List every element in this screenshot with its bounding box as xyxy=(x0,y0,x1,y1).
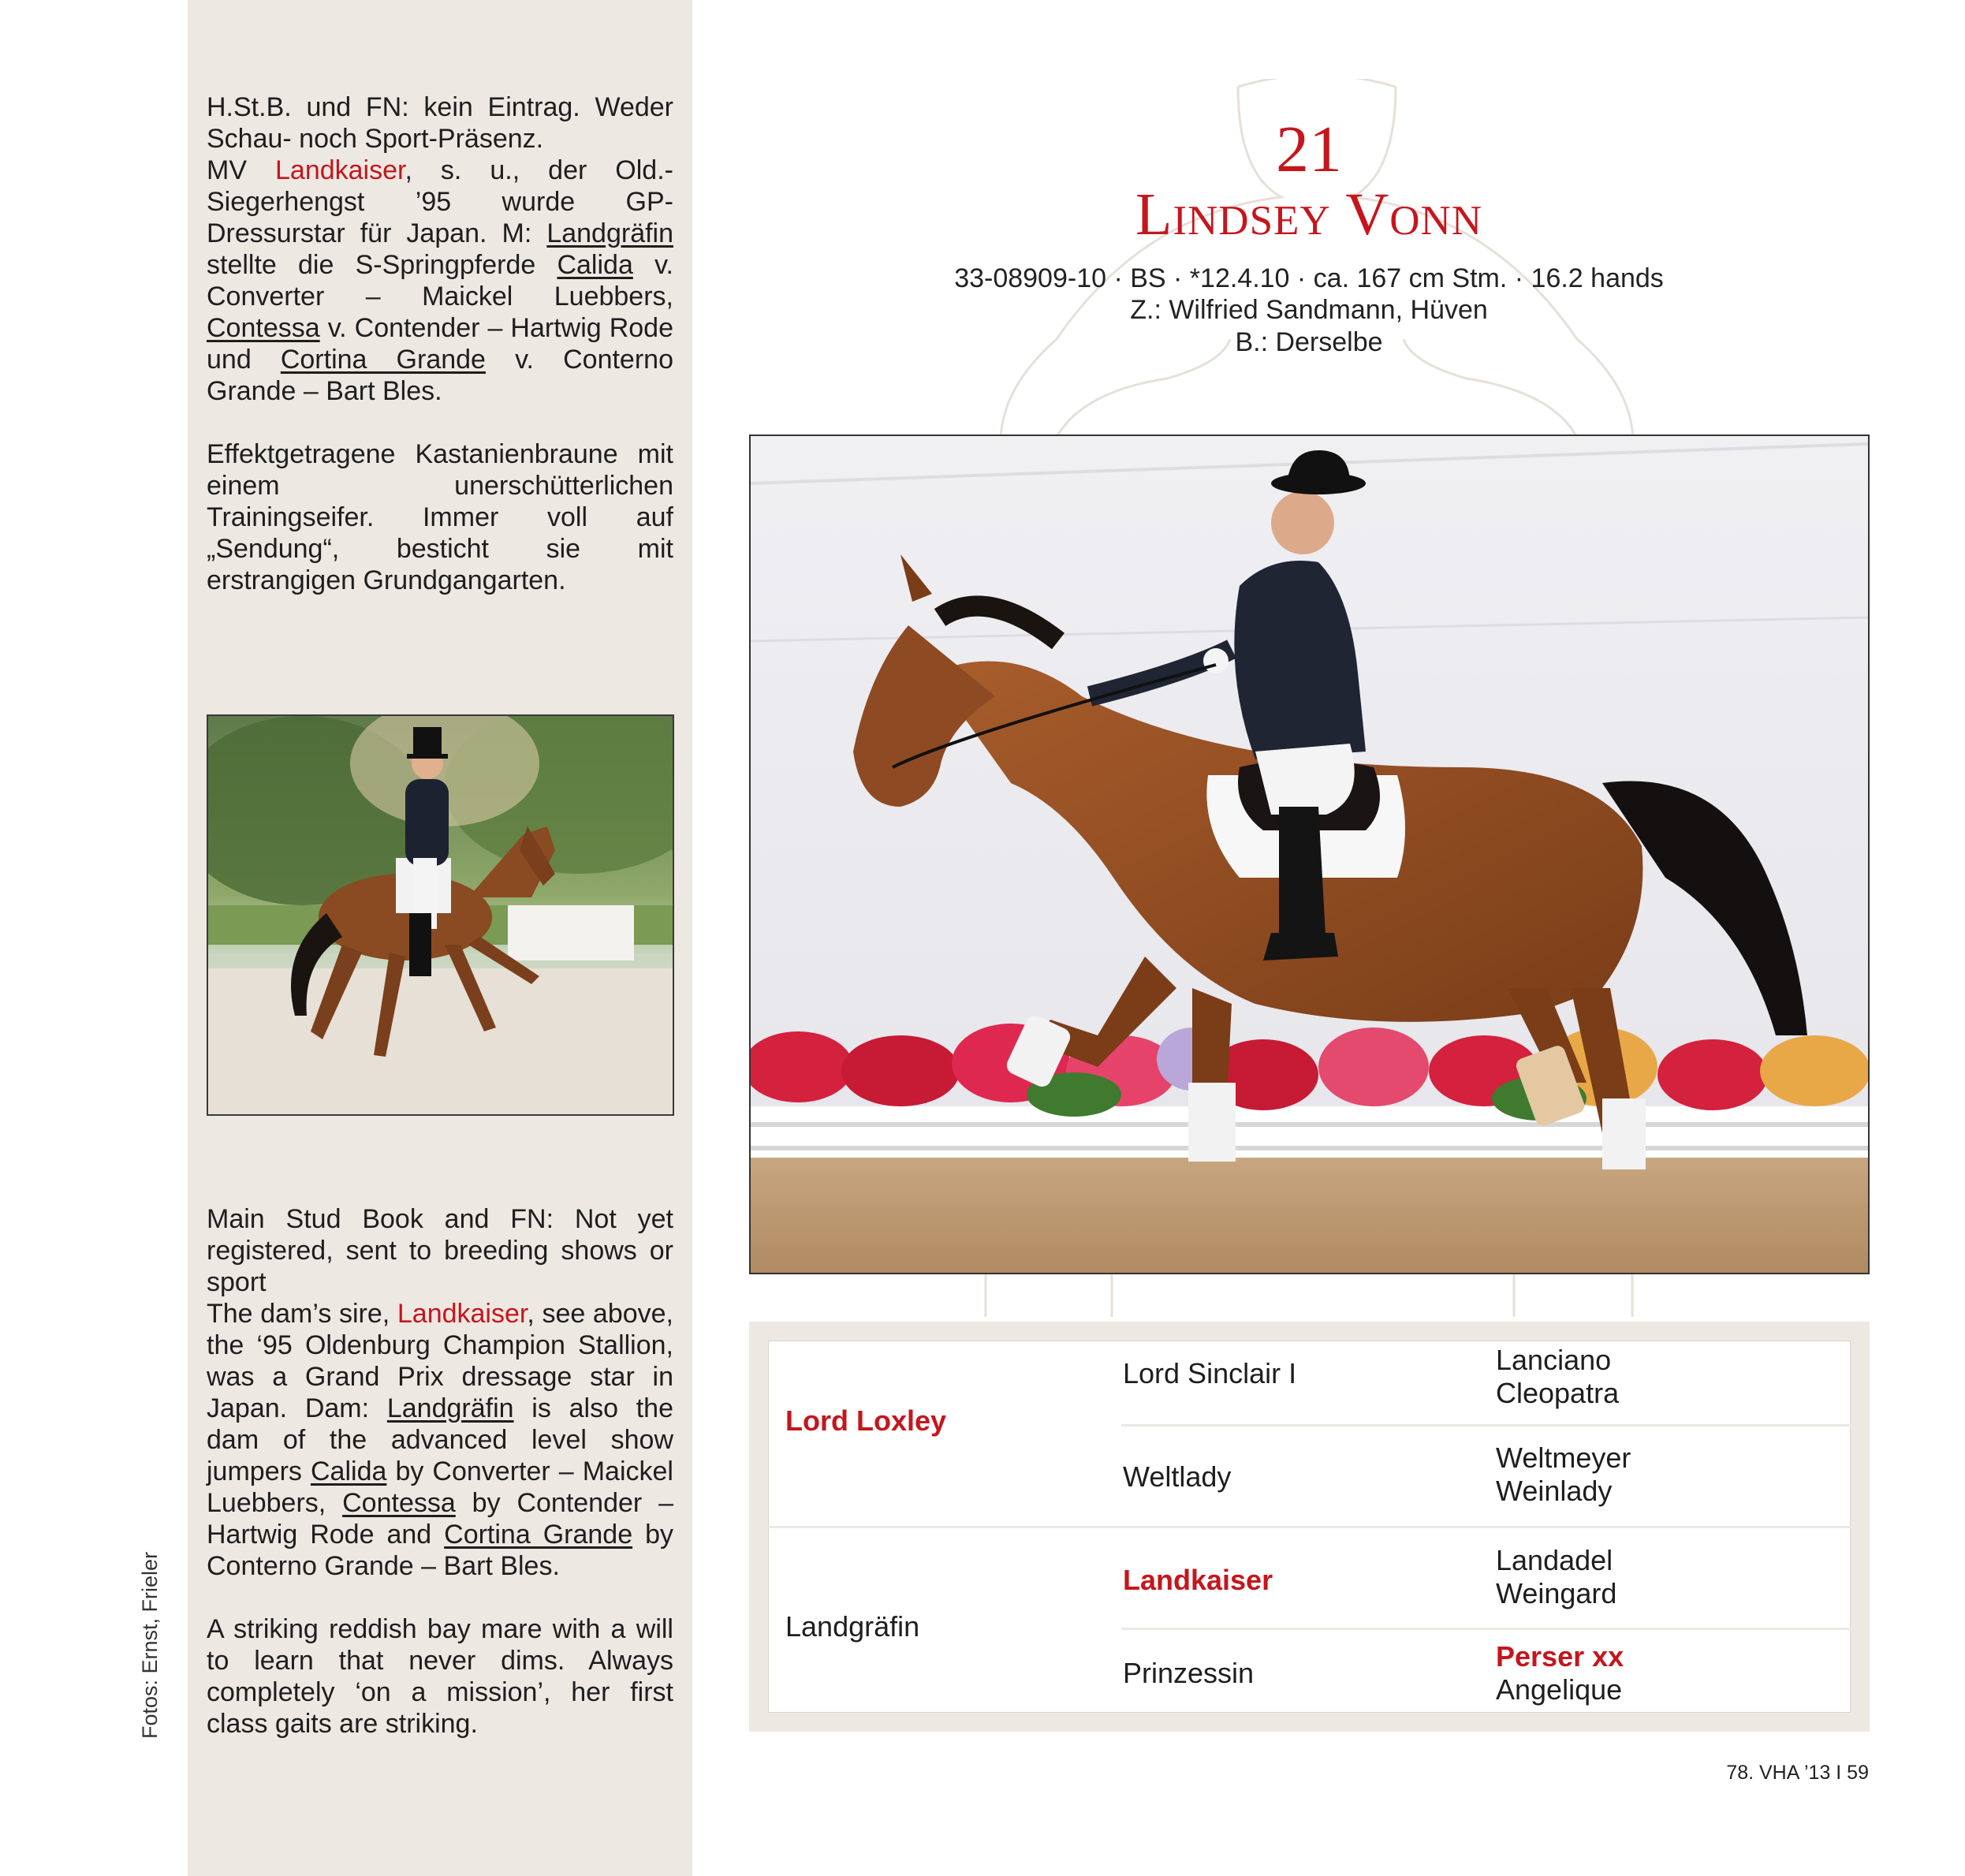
lot-number: 21 xyxy=(1276,113,1342,186)
pedigree-dss: Landadel xyxy=(1496,1544,1613,1576)
link-landkaiser: Landkaiser xyxy=(275,155,405,185)
offspring-calida: Calida xyxy=(557,250,633,280)
horse-name: Lindsey Vonn xyxy=(1135,181,1483,248)
owner: B.: Derselbe xyxy=(1235,327,1383,357)
pedigree-sire: Lord Loxley xyxy=(785,1404,947,1437)
small-photo-outdoor-dressage xyxy=(207,714,674,1116)
pedigree-ddd: Angelique xyxy=(1496,1673,1623,1706)
english-p2: A striking reddish bay mare with a will to learn that never dims. Always completely ‘on a mission’, her first class gaits are striking. xyxy=(207,1614,673,1739)
offspring-contessa: Contessa xyxy=(207,313,320,343)
horse-details: 33-08909-10 · BS · *12.4.10 · ca. 167 cm Stm. · 16.2 hands xyxy=(954,263,1664,293)
pedigree-sdd: Weinlady xyxy=(1496,1475,1613,1507)
german-description: H.St.B. und FN: kein Eintrag. Weder Schau- noch Sport-Präsenz. MV Landkaiser, s. u., der Old.-Siegerhengst ’95 wurde GP-Dressurstar für Japan. M: Landgräfin stellte die S-Springpferde Calida v. Converter – Maickel Luebbers, Contessa v. Contender – Hartwig Rode und Cortina Grande v. Conterno Grande – Bart Bles. Effektgetragene Kastanienbraune mit einem unerschütterlichen Trainingseifer. Immer voll auf „Sendung“, besticht sie mit erstrangigen Grundgangarten. xyxy=(207,92,674,595)
pedigree-dam: Landgräfin xyxy=(785,1610,920,1643)
pedigree-dam-dam: Prinzessin xyxy=(1123,1657,1255,1689)
german-p2: Effektgetragene Kastanienbraune mit einem unerschütterlichen Trainingseifer. Immer voll auf „Sendung“, besticht sie mit erstrangigen Grundgangarten. xyxy=(207,439,673,595)
pedigree-sire-dam: Weltlady xyxy=(1123,1460,1232,1493)
link-landkaiser-en: Landkaiser xyxy=(397,1299,528,1329)
pedigree-divider-dam xyxy=(1121,1628,1851,1630)
pedigree-sire-sire: Lord Sinclair I xyxy=(1123,1357,1297,1389)
pedigree-dds: Perser xx xyxy=(1496,1640,1624,1673)
pedigree-sss: Lanciano xyxy=(1496,1344,1612,1376)
pedigree-divider-sire xyxy=(1121,1424,1851,1427)
english-p1: Main Stud Book and FN: Not yet registered, sent to breeding shows or sport xyxy=(207,1204,673,1297)
pedigree-sds: Weltmeyer xyxy=(1496,1441,1631,1474)
breeder: Z.: Wilfried Sandmann, Hüven xyxy=(1130,295,1488,325)
offspring-cortina-grande-en: Cortina Grande xyxy=(444,1520,633,1550)
main-photo-indoor-dressage xyxy=(749,435,1870,1274)
dam-name: Landgräfin xyxy=(546,218,674,248)
english-description: Main Stud Book and FN: Not yet registered, sent to breeding shows or sport The dam’s sire, Landkaiser, see above, the ‘95 Oldenburg Champion Stallion, was a Grand Prix dressage star in Japan. Dam: Landgräfin is also the dam of the advanced level show jumpers Calida by Converter – Maickel Luebbers, Contessa by Contender – Hartwig Rode and Cortina Grande by Conterno Grande – Bart Bles. A striking reddish bay mare with a will to learn that never dims. Always completely ‘on a mission’, her first class gaits are striking. xyxy=(207,1204,674,1739)
dam-name-en: Landgräfin xyxy=(386,1393,514,1423)
pedigree-ssd: Cleopatra xyxy=(1496,1377,1620,1409)
offspring-cortina-grande: Cortina Grande xyxy=(280,345,486,375)
pedigree-dsd: Weingard xyxy=(1496,1577,1617,1609)
offspring-contessa-en: Contessa xyxy=(342,1488,456,1518)
german-p1: H.St.B. und FN: kein Eintrag. Weder Schau- noch Sport-Präsenz. xyxy=(207,92,673,154)
page-number: 78. VHA ’13 I 59 xyxy=(1726,1762,1869,1784)
pedigree-divider-main xyxy=(768,1526,1851,1528)
pedigree-dam-sire: Landkaiser xyxy=(1123,1564,1273,1596)
offspring-calida-en: Calida xyxy=(311,1456,387,1486)
photo-credit: Fotos: Ernst, Frieler xyxy=(138,1551,162,1739)
